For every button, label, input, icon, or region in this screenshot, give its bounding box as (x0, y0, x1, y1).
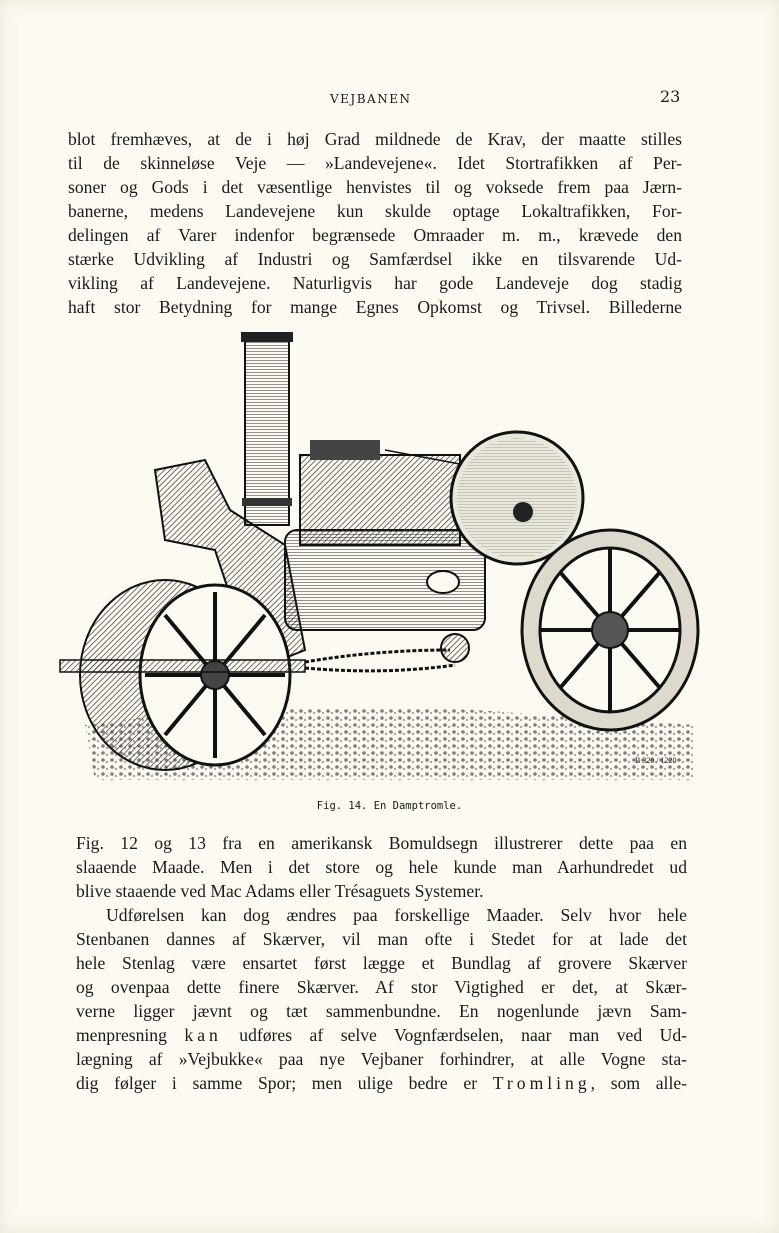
page-number: 23 (660, 87, 681, 106)
paragraph-3 (76, 903, 687, 1095)
text-line: Udførelsen kan dog ændres paa forskellige Maader. Selv hvor hele (106, 905, 687, 925)
running-title: VEJBANEN (330, 92, 412, 106)
text-line: slaaende Maade. Men i det store og hele kunde man Aarhundredet ud (76, 857, 687, 877)
steamroller-engraving (55, 330, 705, 790)
text-line: blive staaende ved Mac Adams eller Trésaguets Systemer. (76, 881, 484, 901)
text-line: til de skinneløse Veje — »Landevejene«. Idet Stortrafikken af Per- (68, 153, 682, 173)
paragraph-2 (76, 831, 687, 903)
figure-caption: Fig. 14. En Damptromle. (316, 800, 463, 812)
text-line: verne ligger jævnt og tæt sammenbundne. En nogenlunde jævn Sam- (76, 1001, 687, 1021)
text-line: hele Stenlag være ensartet først lægge et Bundlag af grovere Skærver (76, 953, 687, 973)
text-fragment: dig følger i samme Spor; men ulige bedre er (76, 1073, 478, 1093)
spaced-word: kan (184, 1025, 222, 1045)
text-line: banerne, medens Landevejene kun skulde optage Lokaltrafikken, For- (68, 201, 682, 221)
engraver-mark: B 320 / 1220 (635, 756, 677, 765)
text-line (76, 1071, 687, 1095)
text-line: haft stor Betydning for mange Egnes Opkomst og Trivsel. Billederne (68, 297, 682, 317)
text-line: blot fremhæves, at de i høj Grad mildnede de Krav, der maatte stilles (68, 129, 682, 149)
text-line: lægning af »Vejbukke« paa nye Vejbaner forhindrer, at alle Vogne sta- (76, 1049, 687, 1069)
text-line (76, 1023, 687, 1047)
text-fragment: menpresning (76, 1025, 167, 1045)
text-line: delingen af Varer indenfor begrænsede Omraader m. m., krævede den (68, 225, 682, 245)
text-fragment: , som alle- (590, 1073, 688, 1093)
text-line: og ovenpaa dette finere Skærver. Af stor Vigtighed er det, at Skær- (76, 977, 687, 997)
paragraph-1 (68, 127, 682, 319)
text-fragment: udføres af selve Vognfærdselen, naar man ved Ud- (239, 1025, 687, 1045)
spaced-word: Tromling (492, 1073, 591, 1093)
text-line: soner og Gods i det væsentlige henvistes til og voksede frem paa Jærn- (68, 177, 682, 197)
text-line: vikling af Landevejene. Naturligvis har gode Landeveje dog stadig (68, 273, 682, 293)
text-line: Stenbanen dannes af Skærver, vil man ofte i Stedet for at lade det (76, 929, 687, 949)
text-line: stærke Udvikling af Industri og Samfærdsel ikke en tilsvarende Ud- (68, 249, 682, 269)
text-line: Fig. 12 og 13 fra en amerikansk Bomuldsegn illustrerer dette paa en (76, 833, 687, 853)
